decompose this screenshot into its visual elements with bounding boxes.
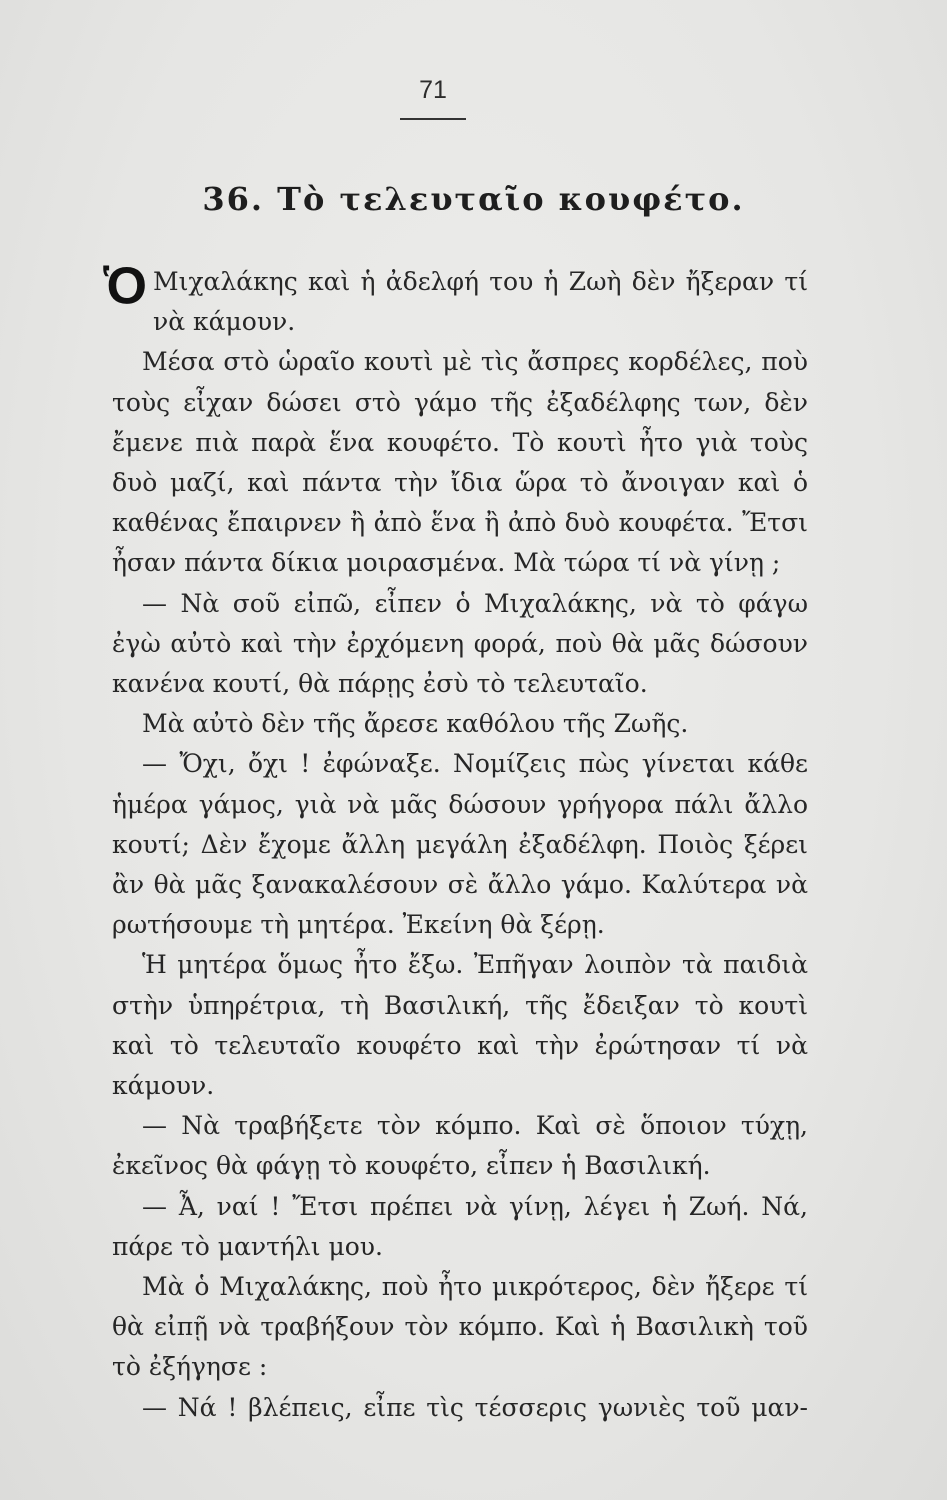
paragraph-1: [104, 257, 808, 342]
paragraph-10: — Νά ! βλέπεις, εἶπε τὶς τέσσερις γωνιὲς τοῦ μαν-: [142, 1392, 808, 1422]
paragraph-5: — Ὄχι, ὄχι ! ἐφώναξε. Νομίζεις πὼς γίνεται κάθε ἡμέρα γάμος, γιὰ νὰ μᾶς δώσουν γρήγορα πάλι ἄλλο κουτί; Δὲν ἔχομε ἄλλη μεγάλη ἐξαδέλφη. Ποιὸς ξέρει ἂν θὰ μᾶς ξανακαλέσουν σὲ ἄλλο γάμο. Καλύτερα νὰ ρωτήσουμε τὴ μητέρα. Ἐκείνη θὰ ξέρῃ.: [112, 749, 808, 940]
paragraph-3: — Νὰ σοῦ εἰπῶ, εἶπεν ὁ Μιχαλάκης, νὰ τὸ φάγω ἐγὼ αὐτὸ καὶ τὴν ἐρχόμενη φορά, ποὺ θὰ μᾶς δώσουν κανένα κουτί, θὰ πάρῃς ἐσὺ τὸ τελευταῖο.: [112, 588, 808, 699]
paragraph-4: Μὰ αὐτὸ δὲν τῆς ἄρεσε καθόλου τῆς Ζωῆς.: [142, 709, 689, 739]
paragraph-2: Μέσα στὸ ὡραῖο κουτὶ μὲ τὶς ἄσπρες κορδέλες, ποὺ τοὺς εἶχαν δώσει στὸ γάμο τῆς ἐξαδέλφης των, δὲν ἔμενε πιὰ παρὰ ἕνα κουφέτο. Τὸ κουτὶ ἦτο γιὰ τοὺς δυὸ μαζί, καὶ πάντα τὴν ἴδια ὥρα τὸ ἄνοιγαν καὶ ὁ καθένας ἔπαιρνεν ἢ ἀπὸ ἕνα ἢ ἀπὸ δυὸ κουφέτα. Ἔτσι ἦσαν πάντα δίκια μοιρασμένα. Μὰ τώρα τί νὰ γίνῃ ;: [112, 347, 808, 578]
paragraph-8: — Ἆ, ναί ! Ἔτσι πρέπει νὰ γίνῃ, λέγει ἡ Ζωή. Νά, πάρε τὸ μαντήλι μου.: [112, 1191, 808, 1261]
drop-cap: Ὁ: [104, 257, 147, 315]
body-text: [104, 257, 808, 1428]
paragraph-1-text: Μιχαλάκης καὶ ἡ ἀδελφή του ἡ Ζωὴ δὲν ἤξεραν τί νὰ κάμουν.: [153, 267, 808, 337]
paragraph-6: Ἡ μητέρα ὅμως ἦτο ἔξω. Ἐπῆγαν λοιπὸν τὰ παιδιὰ στὴν ὑπηρέτρια, τὴ Βασιλική, τῆς ἔδειξαν τὸ κουτὶ καὶ τὸ τελευταῖο κουφέτο καὶ τὴν ἐρώτησαν τί νὰ κάμουν.: [112, 950, 808, 1101]
paragraph-9: Μὰ ὁ Μιχαλάκης, ποὺ ἦτο μικρότερος, δὲν ἤξερε τί θὰ εἰπῇ νὰ τραβήξουν τὸν κόμπο. Καὶ ἡ Βασιλικὴ τοῦ τὸ ἐξήγησε :: [112, 1272, 808, 1382]
chapter-title: 36. Τὸ τελευταῖο κουφέτο.: [202, 180, 745, 218]
paragraph-7: — Νὰ τραβήξετε τὸν κόμπο. Καὶ σὲ ὅποιον τύχῃ, ἐκεῖνος θὰ φάγῃ τὸ κουφέτο, εἶπεν ἡ Βασιλική.: [112, 1111, 808, 1181]
page-number: 71: [419, 76, 447, 104]
page-number-rule: [400, 118, 466, 120]
